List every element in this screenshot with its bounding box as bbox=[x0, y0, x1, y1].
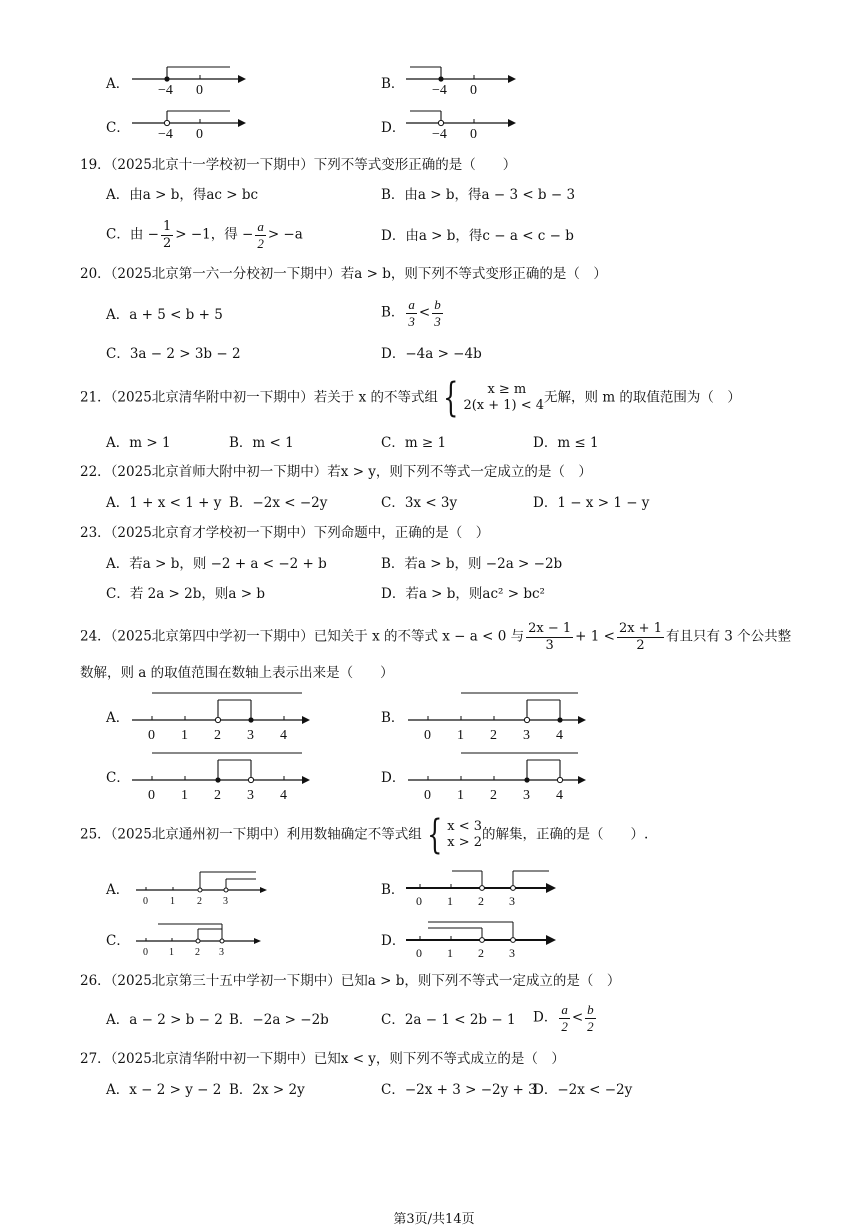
number-line-q25-d bbox=[404, 914, 564, 962]
q20-option-b: B． $\frac{a}{3}$ < $\frac{b}{3}$ bbox=[381, 297, 441, 329]
q22-option-d: D．1 − x > 1 − y bbox=[533, 495, 650, 511]
q19-stem: 19．（2025北京十一学校初一下期中）下列不等式变形正确的是（ ） bbox=[80, 157, 517, 173]
option-c-label: C． bbox=[106, 120, 130, 136]
tick-label: 3 bbox=[509, 946, 515, 960]
q27-option-b: B．2x > 2y bbox=[229, 1082, 305, 1098]
tick-label: 3 bbox=[509, 894, 515, 908]
tick-label: 3 bbox=[523, 728, 530, 743]
tick-label: 0 bbox=[143, 947, 148, 958]
tick-label: 2 bbox=[490, 788, 497, 803]
q20-stem: 20．（2025北京第一六一分校初一下期中）若a > b，则下列不等式变形正确的是（ ） bbox=[80, 266, 607, 282]
q23-option-a: A．若a > b，则 −2 + a < −2 + b bbox=[106, 556, 327, 572]
tick-label: 0 bbox=[143, 896, 148, 907]
q23-option-c: C．若 2a > 2b，则a > b bbox=[106, 586, 265, 602]
option-b-label: B． bbox=[381, 76, 405, 92]
q22-option-b: B．−2x < −2y bbox=[229, 495, 328, 511]
tick-label: 2 bbox=[197, 896, 202, 907]
number-line-q24-c bbox=[130, 748, 320, 804]
option-d-label: D． bbox=[381, 120, 406, 136]
q26-option-b: B．−2a > −2b bbox=[229, 1012, 329, 1028]
q24-option-b-label: B． bbox=[381, 710, 405, 726]
tick-label: 0 bbox=[416, 946, 422, 960]
number-line-q24-a bbox=[130, 688, 320, 744]
tick-label: 4 bbox=[280, 788, 287, 803]
number-line-top-b bbox=[404, 62, 524, 102]
q26-option-d: D． $\frac{a}{2}$ < $\frac{b}{2}$ bbox=[533, 1002, 594, 1034]
tick-label: 0 bbox=[196, 127, 203, 142]
q27-stem: 27．（2025北京清华附中初一下期中）已知x < y，则下列不等式成立的是（ ） bbox=[80, 1051, 565, 1067]
number-line-top-a bbox=[130, 62, 250, 102]
q19-option-a: A．由a > b，得ac > bc bbox=[106, 187, 259, 203]
q21-stem: 21．（2025北京清华附中初一下期中）若关于 x 的不等式组 { x ≥ m 2(x + 1) < 4 无解，则 m 的取值范围为（ ） bbox=[80, 375, 741, 421]
q22-option-a: A．1 + x < 1 + y bbox=[106, 495, 222, 511]
q27-option-d: D．−2x < −2y bbox=[533, 1082, 633, 1098]
tick-label: 0 bbox=[470, 83, 477, 98]
q19-option-c: C．由 − $\frac{1}{2}$ > −1，得 − $\frac{a}{2}$ > −a bbox=[106, 219, 303, 251]
q24-option-d-label: D． bbox=[381, 770, 406, 786]
q25-option-c-label: C． bbox=[106, 933, 130, 949]
tick-label: 3 bbox=[247, 788, 254, 803]
q21-option-d: D．m ≤ 1 bbox=[533, 435, 599, 451]
q22-option-c: C．3x < 3y bbox=[381, 495, 458, 511]
number-line-q25-b bbox=[404, 862, 564, 910]
number-line-top-d bbox=[404, 106, 524, 146]
q25-option-a-label: A． bbox=[106, 882, 130, 898]
tick-label: −4 bbox=[432, 127, 447, 142]
tick-label: 1 bbox=[181, 728, 188, 743]
number-line-q25-a bbox=[134, 866, 269, 908]
tick-label: 0 bbox=[196, 83, 203, 98]
tick-label: 1 bbox=[169, 947, 174, 958]
tick-label: 1 bbox=[457, 788, 464, 803]
tick-label: 3 bbox=[523, 788, 530, 803]
q27-option-a: A．x − 2 > y − 2 bbox=[106, 1082, 222, 1098]
tick-label: 4 bbox=[556, 788, 563, 803]
tick-label: −4 bbox=[158, 83, 173, 98]
tick-label: 4 bbox=[556, 728, 563, 743]
q23-stem: 23．（2025北京育才学校初一下期中）下列命题中，正确的是（ ） bbox=[80, 525, 490, 541]
option-a-label: A． bbox=[106, 76, 130, 92]
q23-option-d: D．若a > b，则ac² > bc² bbox=[381, 586, 545, 602]
q23-option-b: B．若a > b，则 −2a > −2b bbox=[381, 556, 563, 572]
q27-option-c: C．−2x + 3 > −2y + 3 bbox=[381, 1082, 537, 1098]
tick-label: 1 bbox=[170, 896, 175, 907]
q25-stem: 25．（2025北京通州初一下期中）利用数轴确定不等式组 { x < 3 x > 2 的解集，正确的是（ ）. bbox=[80, 812, 649, 858]
q24-stem: 24．（2025北京第四中学初一下期中）已知关于 x 的不等式 x − a < 0 与 $\frac{2x - 1}{3}$ + 1 < $\frac{2x + 1}{2}$ 有且只有 3 个公共整 bbox=[80, 621, 792, 653]
q24-option-a-label: A． bbox=[106, 710, 130, 726]
q21-option-c: C．m ≥ 1 bbox=[381, 435, 447, 451]
tick-label: 0 bbox=[424, 788, 431, 803]
tick-label: 0 bbox=[416, 894, 422, 908]
tick-label: −4 bbox=[432, 83, 447, 98]
tick-label: 2 bbox=[478, 946, 484, 960]
tick-label: 2 bbox=[195, 947, 200, 958]
tick-label: 1 bbox=[447, 894, 453, 908]
tick-label: 3 bbox=[219, 947, 224, 958]
number-line-q24-b bbox=[406, 688, 596, 744]
q20-option-d: D．−4a > −4b bbox=[381, 346, 482, 362]
tick-label: 0 bbox=[424, 728, 431, 743]
q26-option-a: A．a − 2 > b − 2 bbox=[106, 1012, 223, 1028]
tick-label: 3 bbox=[223, 896, 228, 907]
tick-label: 1 bbox=[457, 728, 464, 743]
tick-label: 2 bbox=[214, 788, 221, 803]
tick-label: −4 bbox=[158, 127, 173, 142]
q24-option-c-label: C． bbox=[106, 770, 130, 786]
q22-stem: 22．（2025北京首师大附中初一下期中）若x > y，则下列不等式一定成立的是（ ） bbox=[80, 464, 592, 480]
tick-label: 2 bbox=[478, 894, 484, 908]
q24-stem-line2: 数解，则 a 的取值范围在数轴上表示出来是（ ） bbox=[80, 665, 394, 681]
tick-label: 0 bbox=[148, 788, 155, 803]
tick-label: 2 bbox=[214, 728, 221, 743]
q26-stem: 26．（2025北京第三十五中学初一下期中）已知a > b，则下列不等式一定成立的是（ ） bbox=[80, 973, 621, 989]
tick-label: 1 bbox=[447, 946, 453, 960]
tick-label: 3 bbox=[247, 728, 254, 743]
q19-option-b: B．由a > b，得a − 3 < b − 3 bbox=[381, 187, 576, 203]
q21-option-b: B．m < 1 bbox=[229, 435, 294, 451]
q25-option-d-label: D． bbox=[381, 933, 406, 949]
q25-option-b-label: B． bbox=[381, 882, 405, 898]
q26-option-c: C．2a − 1 < 2b − 1 bbox=[381, 1012, 516, 1028]
number-line-q25-c bbox=[134, 918, 269, 960]
number-line-q24-d bbox=[406, 748, 596, 804]
q21-option-a: A．m > 1 bbox=[106, 435, 171, 451]
tick-label: 4 bbox=[280, 728, 287, 743]
q20-option-c: C．3a − 2 > 3b − 2 bbox=[106, 346, 241, 362]
q20-option-a: A．a + 5 < b + 5 bbox=[106, 307, 223, 323]
tick-label: 0 bbox=[148, 728, 155, 743]
tick-label: 0 bbox=[470, 127, 477, 142]
tick-label: 1 bbox=[181, 788, 188, 803]
number-line-top-c bbox=[130, 106, 250, 146]
q19-option-d: D．由a > b，得c − a < c − b bbox=[381, 228, 574, 244]
page-footer: 第3页/共14页 bbox=[393, 1212, 475, 1227]
tick-label: 2 bbox=[490, 728, 497, 743]
